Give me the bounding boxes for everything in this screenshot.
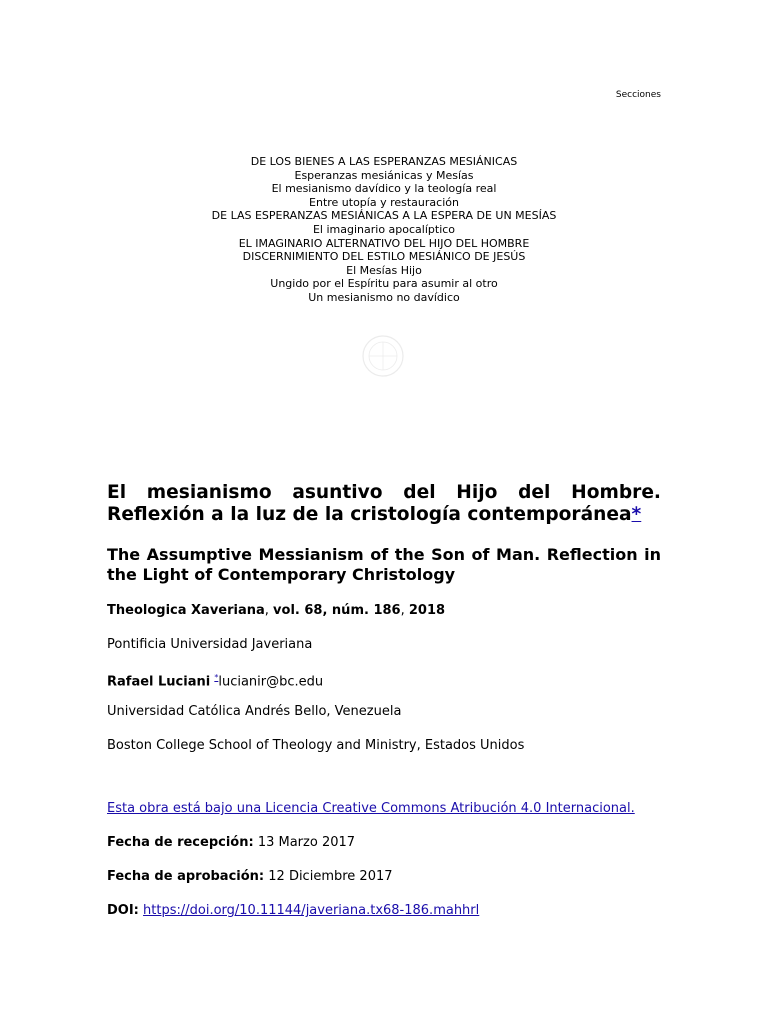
author-footnote-link[interactable]: *: [214, 673, 219, 682]
toc-item[interactable]: Entre utopía y restauración: [309, 195, 459, 209]
received-label: Fecha de recepción:: [107, 835, 254, 850]
affiliation-2: Boston College School of Theology and Ministry, Estados Unidos: [107, 738, 525, 753]
doi-line: [107, 903, 479, 919]
article-title-spanish: [107, 482, 661, 526]
toc-item[interactable]: Esperanzas mesiánicas y Mesías: [294, 168, 474, 182]
toc-item[interactable]: DE LAS ESPERANZAS MESIÁNICAS A LA ESPERA DE UN MESÍAS: [211, 209, 557, 223]
author-name: Rafael Luciani: [107, 674, 211, 690]
faded-seal-icon: [358, 328, 408, 384]
journal-name: Theologica Xaveriana: [107, 603, 265, 618]
journal-volume: vol. 68, núm. 186: [273, 603, 401, 618]
approved-label: Fecha de aprobación:: [107, 869, 265, 884]
toc-item[interactable]: EL IMAGINARIO ALTERNATIVO DEL HIJO DEL HOMBRE: [238, 236, 530, 250]
title-es-text: El mesianismo asuntivo del Hijo del Hombre. Reflexión a la luz de la cristología contemporánea: [107, 482, 661, 525]
toc-item[interactable]: Un mesianismo no davídico: [308, 290, 460, 304]
affiliation-1: Universidad Católica Andrés Bello, Venezuela: [107, 704, 402, 719]
journal-year: 2018: [408, 603, 446, 618]
toc-item[interactable]: DE LOS BIENES A LAS ESPERANZAS MESIÁNICAS: [250, 155, 518, 168]
author-email: lucianir@bc.edu: [218, 674, 324, 690]
toc-item[interactable]: Ungido por el Espíritu para asumir al otro: [270, 277, 498, 291]
article-title-english: The Assumptive Messianism of the Son of Man. Reflection in the Light of Contemporary Christology: [107, 545, 661, 584]
doi-label: DOI:: [107, 903, 139, 918]
approved-date: [107, 869, 393, 885]
toc-item[interactable]: El imaginario apocalíptico: [312, 222, 456, 236]
received-value: 13 Marzo 2017: [257, 835, 356, 850]
publisher: Pontificia Universidad Javeriana: [107, 637, 313, 652]
doi-link[interactable]: https://doi.org/10.11144/javeriana.tx68-186.mahhrl: [143, 903, 480, 918]
toc-item[interactable]: El mesianismo davídico y la teología real: [271, 182, 497, 196]
toc-item[interactable]: DISCERNIMIENTO DEL ESTILO MESIÁNICO DE JESÚS: [242, 250, 526, 264]
journal-citation: [107, 603, 445, 619]
table-of-contents: [0, 155, 768, 305]
approved-value: 12 Diciembre 2017: [268, 869, 393, 884]
sections-label[interactable]: Secciones: [615, 90, 661, 100]
journal-separator: ,: [264, 603, 274, 618]
license-link[interactable]: Esta obra está bajo una Licencia Creative Commons Atribución 4.0 Internacional.: [107, 801, 635, 816]
toc-item[interactable]: El Mesías Hijo: [346, 263, 422, 277]
author-line: [107, 670, 323, 690]
title-footnote-link[interactable]: *: [631, 504, 642, 525]
received-date: [107, 835, 355, 851]
journal-separator: ,: [400, 603, 409, 618]
